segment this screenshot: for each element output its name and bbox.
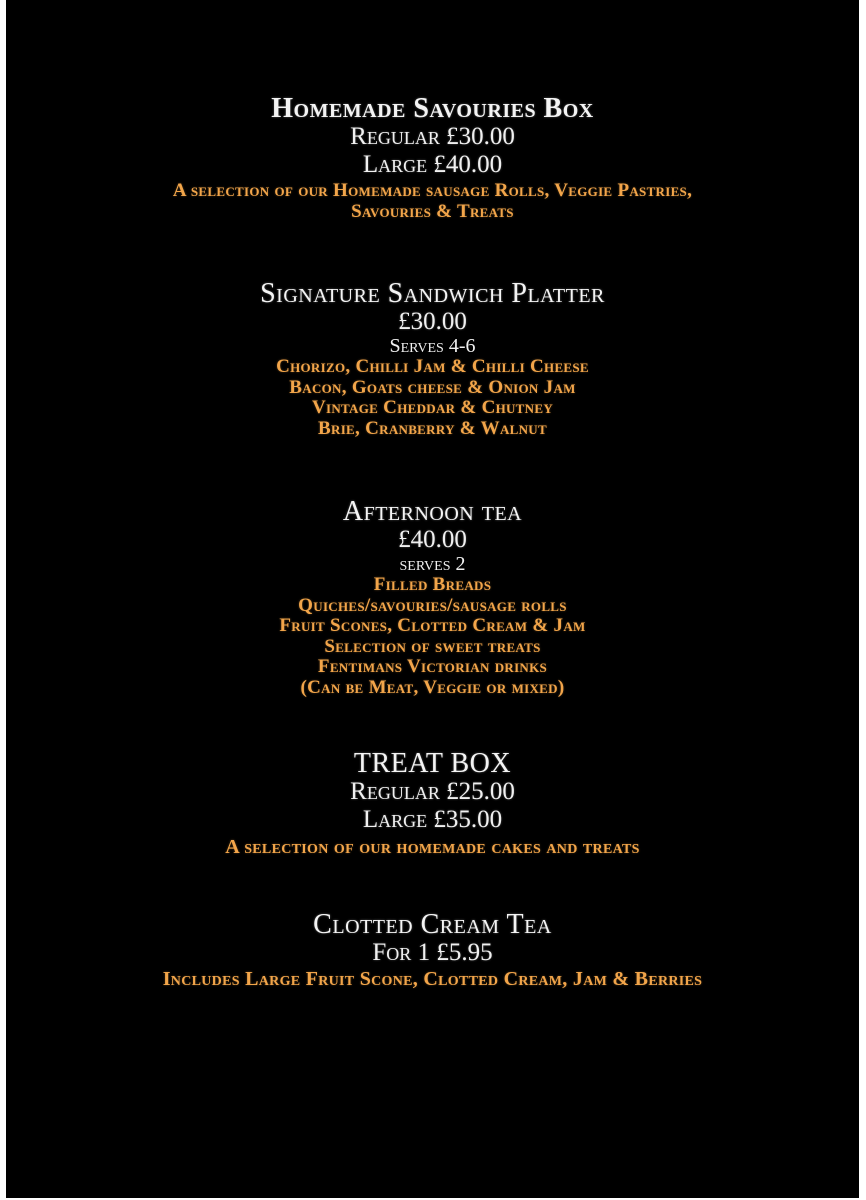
afternoon-tea-item: Fruit Scones, Clotted Cream & Jam: [279, 615, 586, 636]
sandwich-platter-title: Signature Sandwich Platter: [260, 278, 605, 309]
savouries-box-title: Homemade Savouries Box: [271, 93, 594, 124]
afternoon-tea-item: Quiches/savouries/sausage rolls: [298, 594, 567, 616]
sandwich-platter-section: [6, 279, 859, 439]
savouries-box-section: [6, 94, 859, 222]
afternoon-tea-section: [6, 497, 859, 698]
sandwich-filling-item: Vintage Cheddar & Chutney: [311, 397, 554, 418]
savouries-regular-price: Regular £30.00: [350, 123, 515, 150]
sandwich-filling-item: Brie, Cranberry & Walnut: [318, 417, 547, 439]
savouries-description-line: A selection of our Homemade sausage Rolls, Veggie Pastries,: [172, 180, 693, 201]
afternoon-tea-title: Afternoon tea: [342, 496, 523, 527]
afternoon-tea-price: £40.00: [398, 526, 467, 553]
sandwich-filling-item: Chorizo, Chilli Jam & Chilli Cheese: [276, 356, 589, 377]
savouries-large-price: Large £40.00: [362, 151, 503, 178]
menu-page: [6, 0, 859, 1198]
savouries-description-line: Savouries & Treats: [351, 200, 514, 222]
clotted-cream-tea-description: Includes Large Fruit Scone, Clotted Cream, Jam & Berries: [162, 968, 703, 990]
treat-box-large-price: Large £35.00: [362, 806, 503, 833]
afternoon-tea-serves: serves 2: [399, 553, 466, 575]
afternoon-tea-item: (Can be Meat, Veggie or mixed): [300, 676, 565, 698]
clotted-cream-tea-section: [6, 910, 859, 990]
afternoon-tea-item: Selection of sweet treats: [324, 635, 541, 657]
sandwich-filling-item: Bacon, Goats cheese & Onion Jam: [289, 376, 576, 398]
sandwich-platter-serves: Serves 4-6: [389, 335, 476, 357]
afternoon-tea-item: Fentimans Victorian drinks: [317, 656, 548, 677]
treat-box-regular-price: Regular £25.00: [350, 778, 515, 805]
sandwich-platter-price: £30.00: [398, 308, 467, 335]
treat-box-section: [6, 749, 859, 858]
treat-box-title: TREAT BOX: [353, 748, 512, 779]
clotted-cream-tea-price: For 1 £5.95: [372, 939, 493, 966]
afternoon-tea-item: Filled Breads: [373, 574, 492, 595]
treat-box-description: A selection of our homemade cakes and treats: [225, 836, 640, 858]
clotted-cream-tea-title: Clotted Cream Tea: [313, 909, 552, 940]
